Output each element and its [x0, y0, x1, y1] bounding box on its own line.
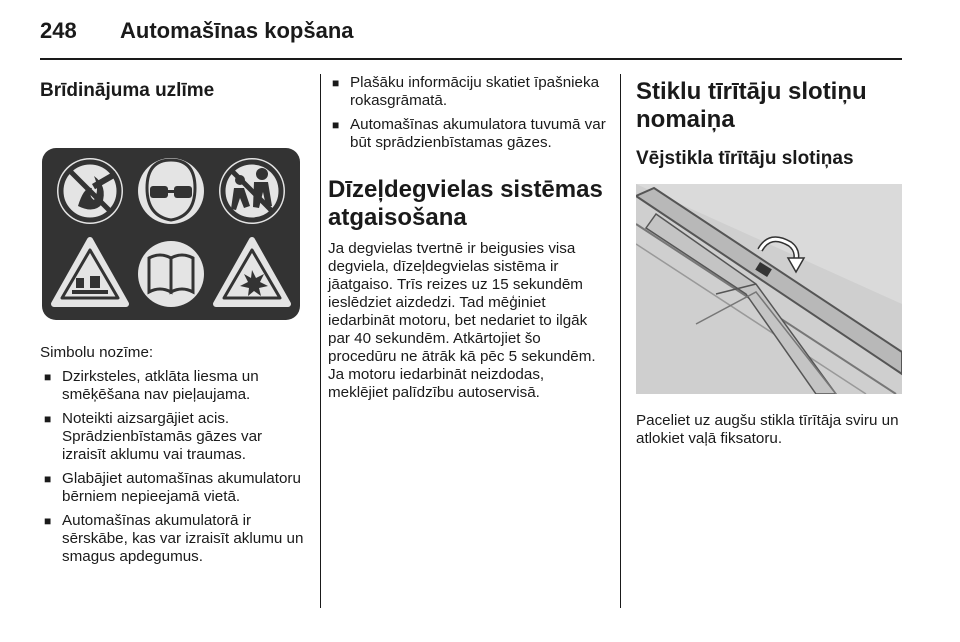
- wiper-replacement-heading: Stiklu tīrītāju slotiņu nomaiņa: [636, 78, 867, 133]
- eye-protection-icon: [138, 158, 204, 224]
- battery-list: [328, 74, 606, 152]
- read-manual-icon: [138, 241, 204, 307]
- list-item: ■ Glabājiet automašīnas akumulatoru bērniem nepieejamā vietā.: [40, 470, 310, 506]
- list-item: ■ Automašīnas akumulatorā ir sērskābe, kas var izraisīt aklumu un smagus apdegumus.: [40, 512, 310, 566]
- list-item: ■ Noteikti aizsargājiet acis. Sprādzienbīstamās gāzes var izraisīt aklumu vai traumas.: [40, 410, 310, 464]
- no-smoking-flame-icon: [57, 158, 123, 224]
- column-2: [328, 74, 606, 402]
- wiper-caption: Paceliet uz augšu stikla tīrītāja sviru un atlokiet vaļā fiksatoru.: [636, 412, 899, 447]
- column-divider-2: [620, 74, 621, 608]
- chapter-title: Automašīnas kopšana: [120, 18, 354, 43]
- header-rule: [40, 58, 902, 60]
- diesel-bleeding-paragraph: Ja degvielas tvertnē ir beigusies visa degviela, dīzeļdegvielas sistēma ir jāatgaiso. Trīs reizes uz 15 sekundēm ieslēdziet aizdedzi. Tad mēģiniet iedarbināt motoru, bet nedariet to ilgāk par 40 sekundēm. Atkārtojiet šo procedūru ne ātrāk kā pēc 5 sekundēm. Ja motoru iedarbināt neizdodas, meklējiet palīdzību autoservisā.: [328, 240, 596, 401]
- windscreen-wiper-subheading: Vējstikla tīrītāju slotiņas: [636, 148, 854, 169]
- symbols-label: Simbolu nozīme:: [40, 344, 154, 361]
- list-item: ■ Plašāku informāciju skatiet īpašnieka rokasgrāmatā.: [328, 74, 606, 110]
- page-header: [40, 18, 354, 48]
- warning-label-figure: [40, 128, 302, 324]
- page-number: 248: [40, 18, 77, 43]
- list-item: ■ Automašīnas akumulatora tuvumā var būt sprādzienbīstamas gāzes.: [328, 116, 606, 152]
- diesel-bleeding-heading: Dīzeļdegvielas sistēmas atgaisošana: [328, 176, 603, 231]
- column-1: [40, 74, 310, 572]
- column-3: [636, 74, 904, 448]
- symbols-list: [40, 368, 310, 566]
- keep-away-children-icon: [219, 158, 285, 224]
- column-divider-1: [320, 74, 321, 608]
- list-item: ■ Dzirksteles, atklāta liesma un smēķēšana nav pieļaujama.: [40, 368, 310, 404]
- warning-label-heading: Brīdinājuma uzlīme: [40, 80, 215, 101]
- wiper-figure: [636, 184, 902, 394]
